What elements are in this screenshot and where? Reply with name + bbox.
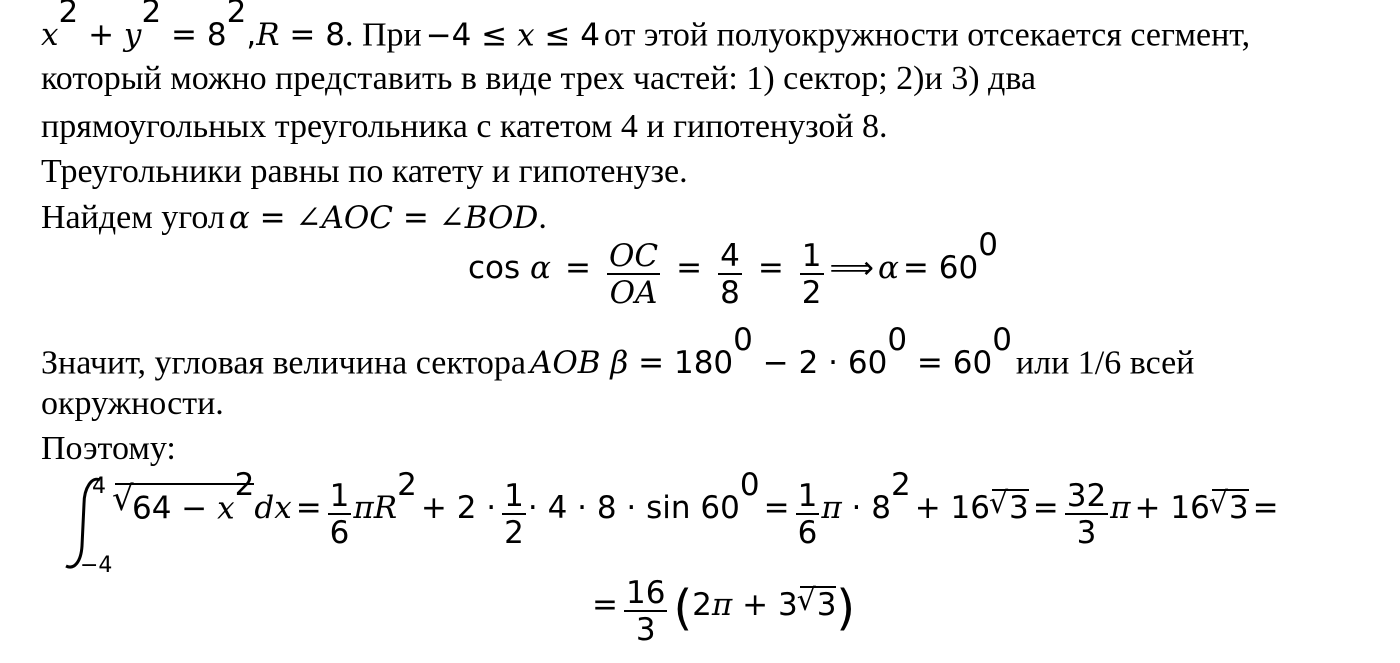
fraction-oc-oa: $\frac{OC}{OA}$: [608, 238, 659, 311]
circle-equation: $x^2 + y^2 = 8^2,R = 8$: [41, 0, 345, 54]
integral-lower-limit: −4: [80, 553, 113, 578]
line-7: [41, 322, 1195, 382]
integral-computation: √ $64 - x^2dx$ = $\frac{1}{6}$ $\pi R^2 + 2$ · $\frac{1}{2}$ · $4 \cdot 8 \cdot \sin 60^0$ = $\frac{1}{6}$ $\pi \cdot 8^2 + 16√$ 3 = $\frac{32}{3}$ π + 16√ 3 =: [113, 480, 1279, 549]
line-4: Треугольники равны по катету и гипотенузе.: [41, 153, 688, 190]
sector-angle-beta: AOB $\beta = 180^0 - 2 \cdot 60^0 = 60^0$: [529, 322, 1012, 382]
line-equation-circle: [41, 0, 1251, 54]
fraction-4-8: $\frac{4}{8}$: [720, 238, 740, 311]
line-5: Найдем угол α = ∠AOC = ∠BOD.: [41, 199, 547, 236]
sqrt-3-c: √ 3: [800, 586, 837, 622]
final-result: = $\frac{16}{3}$ (2π + 3√ 3): [592, 577, 855, 646]
cos-alpha-formula: cos α = $\frac{OC}{OA}$ = $\frac{4}{8}$ = $\frac{1}{2}$ ⟹ $\alpha = 60^0$: [468, 226, 998, 311]
line1-text: . При: [344, 16, 422, 54]
line7-text: Значит, угловая величина сектора: [41, 344, 526, 382]
fraction-1-2: $\frac{1}{2}$: [801, 238, 822, 311]
line7-text-end: или 1/6 всей: [1015, 344, 1195, 382]
sqrt-64-minus-x2: √ $64 - x^2$: [115, 483, 254, 525]
line-2: который можно представить в виде трех частей: 1) сектор; 2)и 3) два: [41, 60, 1037, 97]
angle-alpha-def: α = ∠AOC = ∠BOD: [228, 200, 539, 236]
sqrt-3-b: √ 3: [1212, 489, 1249, 525]
fraction-1-6: $\frac{1}{6}$: [329, 478, 350, 551]
line5-text: Найдем угол: [41, 199, 225, 236]
integral-upper-limit: 4: [92, 474, 106, 499]
fraction-32-3: $\frac{32}{3}$: [1066, 478, 1107, 551]
x-range: −4 ≤ x ≤ 4: [425, 17, 600, 54]
sqrt-3-a: √ 3: [992, 489, 1029, 525]
fraction-1-2-b: $\frac{1}{2}$: [504, 478, 524, 551]
line-9: Поэтому:: [41, 430, 176, 467]
line-8: окружности.: [41, 385, 224, 422]
line1-text-end: от этой полуокружности отсекается сегмент,: [604, 16, 1251, 54]
fraction-16-3: $\frac{16}{3}$: [625, 575, 666, 648]
line-3: прямоугольных треугольника с катетом 4 и гипотенузой 8.: [41, 108, 888, 145]
fraction-1-6-b: $\frac{1}{6}$: [797, 478, 818, 551]
